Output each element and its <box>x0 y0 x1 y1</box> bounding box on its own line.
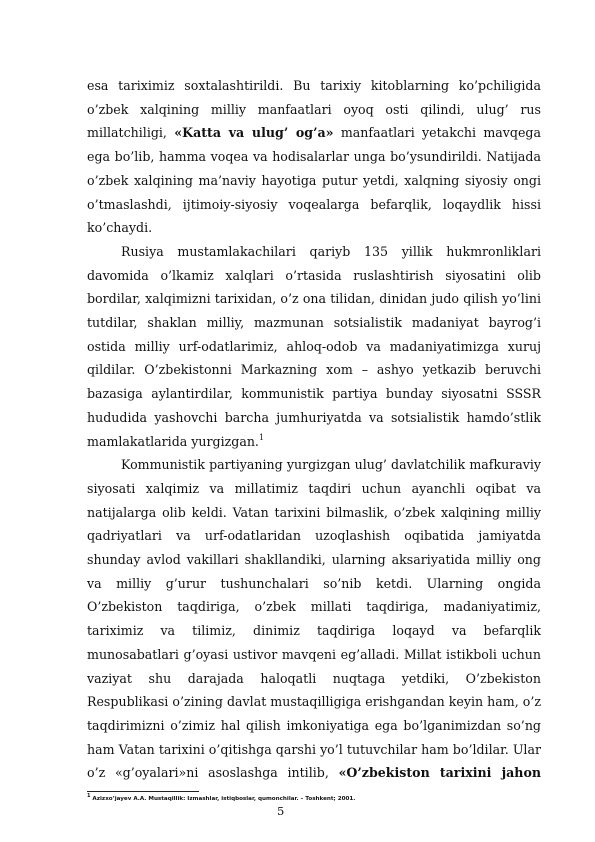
footnote-divider <box>87 791 199 792</box>
paragraph-2 <box>87 240 541 453</box>
footnote-text: Azizxo’jayev A.A. Mustaqillik: Izmashlar, istiqboslar, qumonchilar. – Toshkent; 2001. <box>90 796 356 802</box>
paragraph-1-text-b: manfaatlari yetakchi mavqega ega bo’lib, hamma voqea va hodisalarlar unga bo’ysundirildi. Natijada o’zbek xalqining ma’naviy hayotiga putur yetdi, xalqning siyosiy ongi o’tmaslashdi, ijtimoiy-siyosiy voqealarga befarqlik, loqaydlik hissi ko’chaydi. <box>87 125 541 236</box>
paragraph-3-text: Kommunistik partiyaning yurgizgan ulug’ davlatchilik mafkuraviy siyosati xalqimiz va millatimiz taqdiri uchun ayanchli oqibat va natijalarga olib keldi. Vatan tarixini bilmaslik, o’zbek xalqining milliy qadriyatlari va urf-odatlaridan uzoqlashish oqibatida jamiyatda shunday avlod vakillari shakllandiki, ularning aksariyatida milliy ong va milliy g’urur tushunchalari so’nib ketdi. Ularning ongida O’zbekiston taqdiriga, o’zbek millati taqdiriga, madaniyatimiz, tariximiz va tilimiz, dinimiz taqdiriga loqayd va befarqlik munosabatlari g’oyasi ustivor mavqeni eg’alladi. Millat istikboli uchun vaziyat shu darajada haloqatli nuqtaga yetdiki, O’zbekiston Respublikasi o’zining davlat mustaqilligiga erishgandan keyin ham, o’z taqdirimizni o’zimiz hal qilish imkoniyatiga ega bo’lganimizdan so’ng ham Vatan tarixini o’qitishga qarshi yo’l tutuvchilar ham bo’ldilar. Ular o’z «g’oyalari»ni asoslashga intilib, <box>87 457 541 781</box>
paragraph-2-text: Rusiya mustamlakachilari qariyb 135 yillik hukmronliklari davomida o’lkamiz xalqlari o’rtasida ruslashtirish siyosatini olib bordilar, xalqimizni tarixidan, o’z ona tilidan, dinidan judo qilish yo’lini tutdilar, shaklan milliy, mazmunan sotsialistik madaniyat bayrog’i ostida milliy urf-odatlarimiz, ahloq-odob va madaniyatimizga xuruj qildilar. O’zbekistonni Markazning xom – ashyo yetkazib beruvchi bazasiga aylantirdilar, kommunistik partiya bunday siyosatni SSSR hududida yashovchi barcha jumhuriyatda va sotsialistik hamdo’stlik mamlakatlarida yurgizgan. <box>87 243 541 449</box>
paragraph-1-text-a: esa tariximiz soxtalashtirildi. Bu tarixiy kitoblarning ko’pchiligida o’zbek xalqining milliy manfaatlari oyoq osti qilindi, ulug’ rus millatchiligi, <box>87 78 541 141</box>
footnote-number: 1 <box>87 793 91 799</box>
paragraph-3-bold-phrase: «O’zbekiston tarixini jahon <box>338 765 541 781</box>
document-body <box>87 74 541 785</box>
paragraph-3 <box>87 453 541 785</box>
page-number-label: 5 <box>277 804 285 818</box>
paragraph-1 <box>87 74 541 240</box>
footnote-reference[interactable]: 1 <box>258 432 265 442</box>
paragraph-1-bold-phrase: «Katta va ulug’ og’a» <box>174 125 334 141</box>
footnote <box>87 795 541 804</box>
page-number <box>0 804 595 818</box>
